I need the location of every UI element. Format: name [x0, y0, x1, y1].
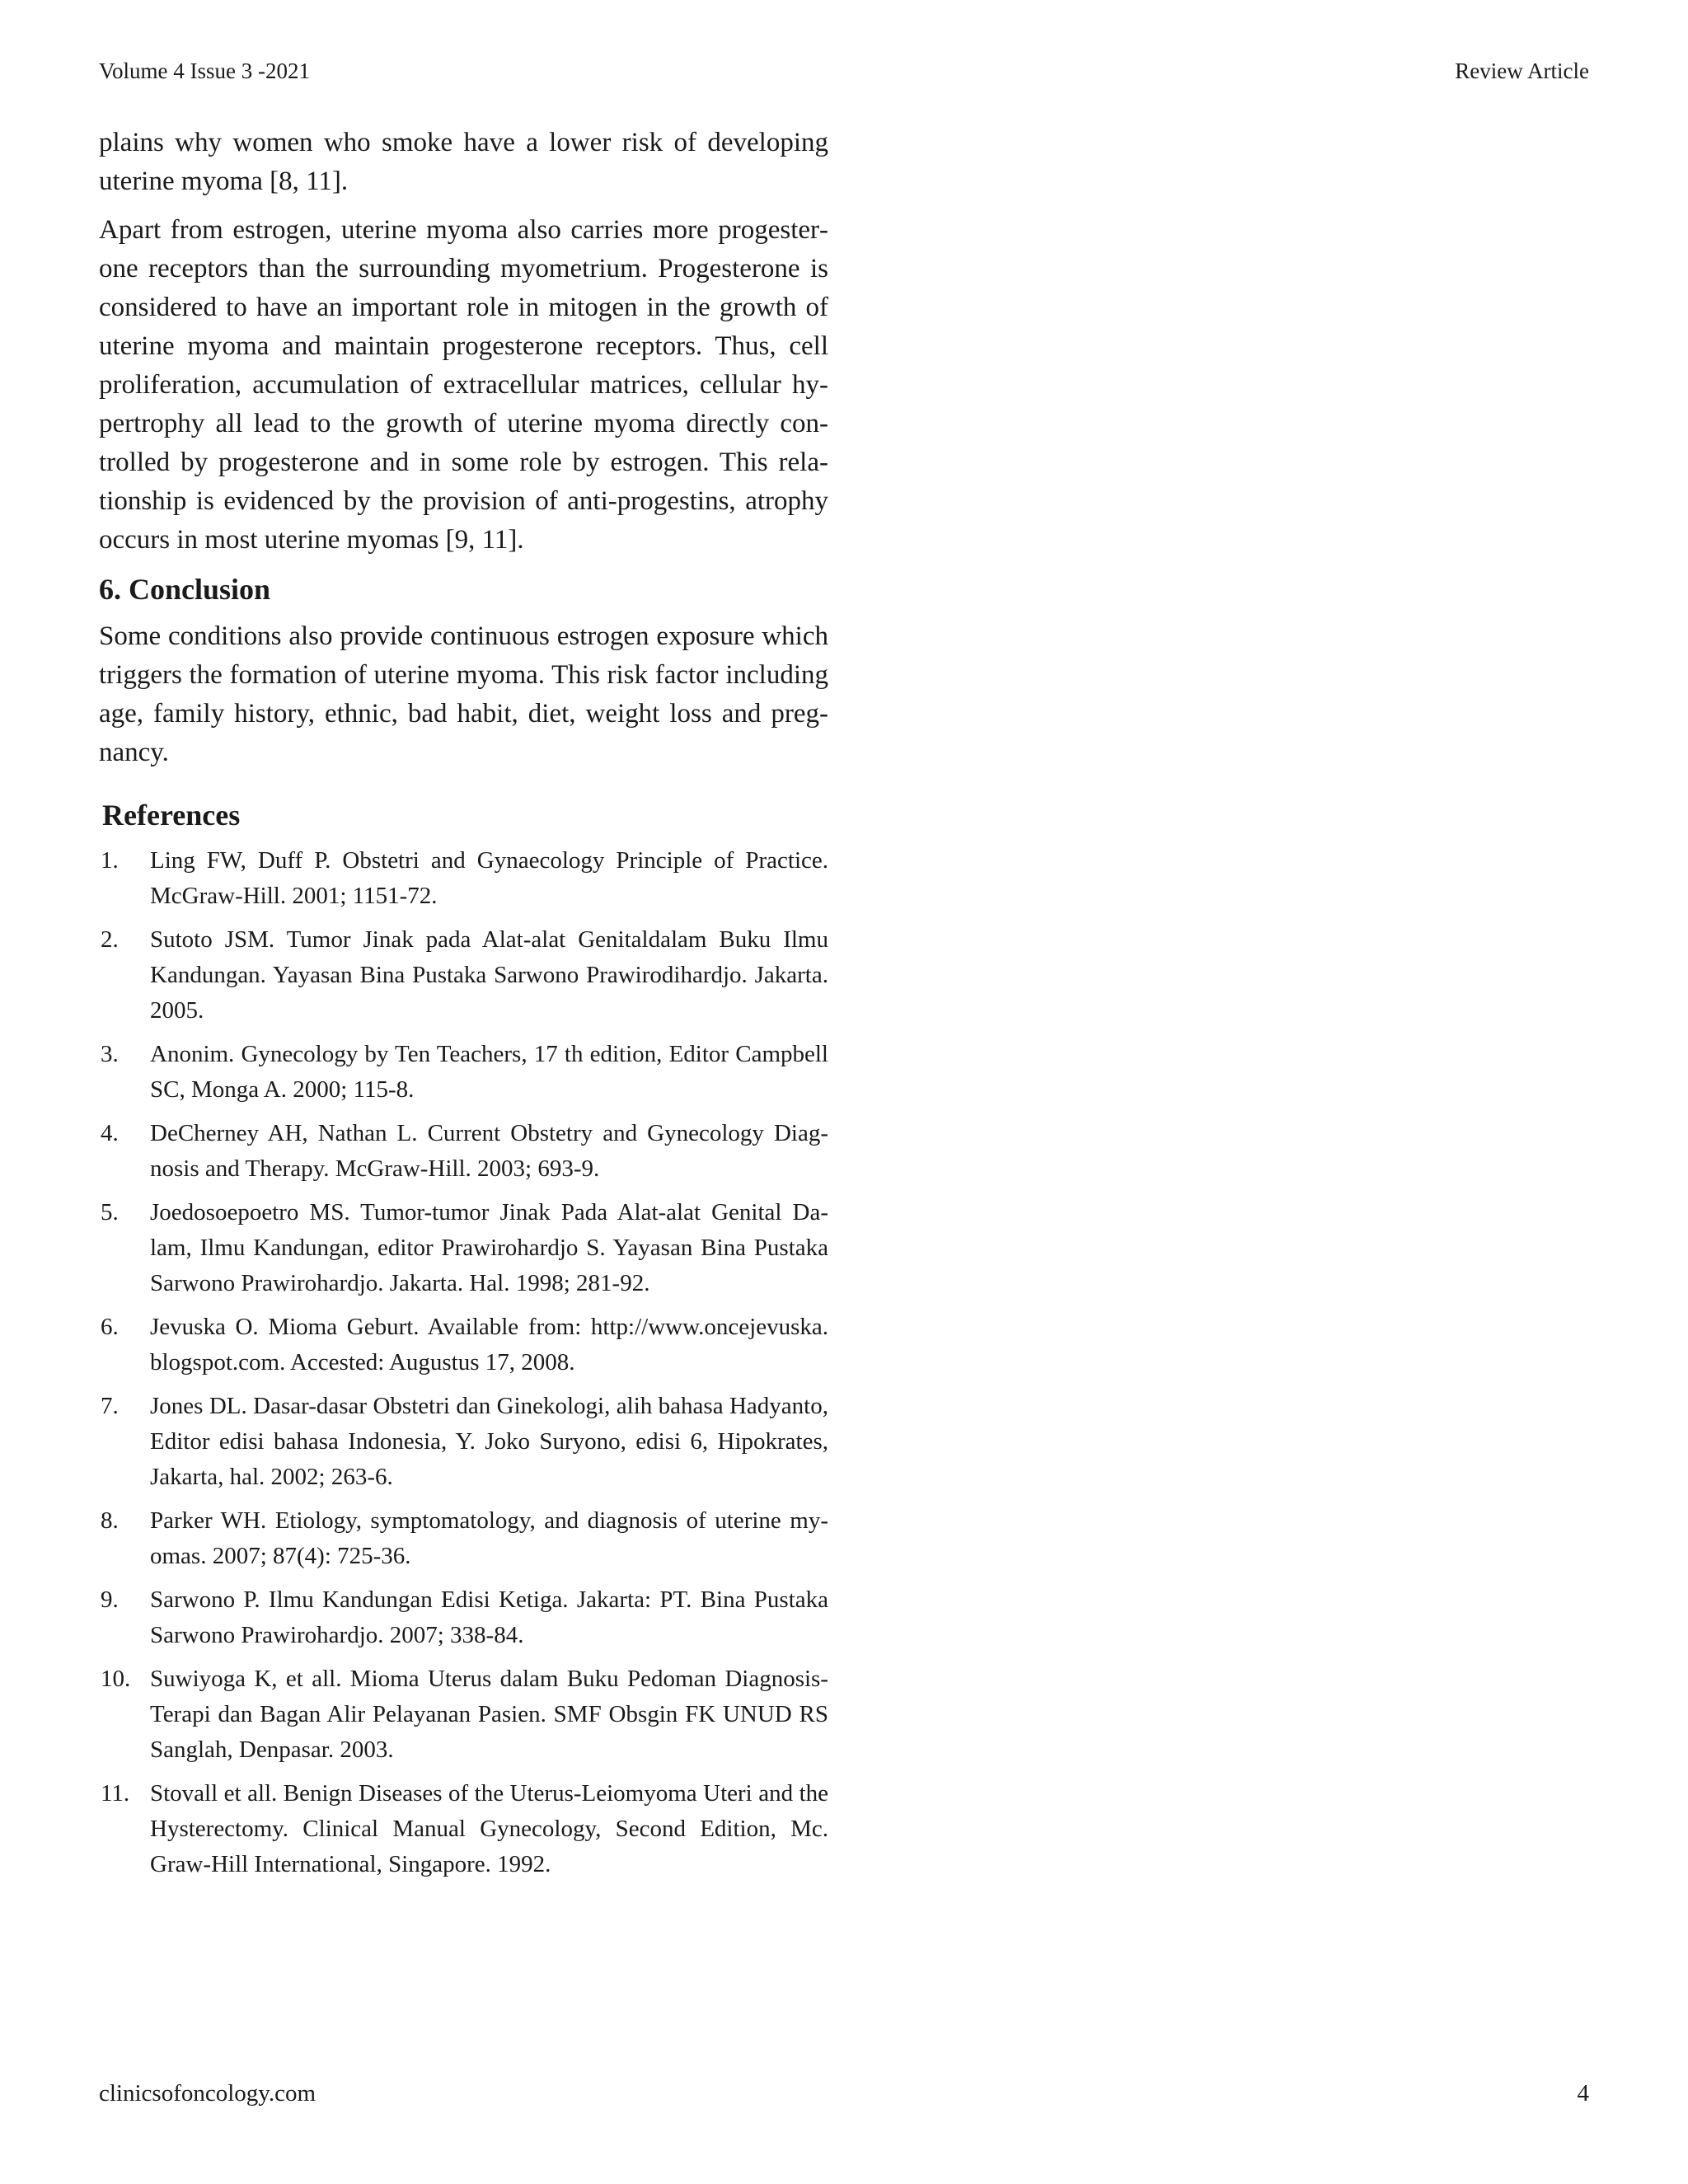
reference-number: 11. — [101, 1780, 130, 1807]
reference-text: Sarwono P. Ilmu Kandungan Edisi Ketiga. Jakarta: PT. Bina Pustaka Sarwono Prawirohardjo. 2007; 338-84. — [150, 1586, 828, 1648]
main-column — [99, 124, 828, 1891]
reference-text: DeCherney AH, Nathan L. Current Obstetry and Gynecology Diagnosis and Therapy. McGraw-Hill. 2003; 693-9. — [150, 1120, 828, 1182]
reference-text: Anonim. Gynecology by Ten Teachers, 17 th edition, Editor Campbell SC, Monga A. 2000; 115-8. — [150, 1041, 828, 1103]
page-footer — [99, 2077, 1589, 2110]
references-heading: References — [102, 799, 241, 832]
reference-item — [99, 1503, 828, 1574]
reference-text: Parker WH. Etiology, symptomatology, and diagnosis of uterine myomas. 2007; 87(4): 725-36. — [150, 1507, 828, 1569]
reference-number: 6. — [101, 1314, 119, 1340]
journal-website: clinicsofoncology.com — [99, 2080, 316, 2107]
reference-item — [99, 922, 828, 1029]
reference-text: Ling FW, Duff P. Obstetri and Gynaecology Principle of Practice. McGraw-Hill. 2001; 1151-72. — [150, 847, 828, 909]
reference-number: 4. — [101, 1120, 119, 1146]
reference-item — [99, 1037, 828, 1108]
reference-number: 1. — [101, 847, 119, 874]
reference-item — [99, 1661, 828, 1768]
reference-number: 8. — [101, 1507, 119, 1534]
reference-text: Sutoto JSM. Tumor Jinak pada Alat-alat Genitaldalam Buku Ilmu Kandungan. Yayasan Bina Pustaka Sarwono Prawirodihardjo. Jakarta. 2005. — [150, 926, 828, 1024]
article-type-label: Review Article — [1455, 59, 1589, 83]
reference-list — [99, 843, 828, 1882]
reference-item — [99, 1310, 828, 1380]
reference-text: Stovall et all. Benign Diseases of the Uterus-Leiomyoma Uteri and the Hysterectomy. Clinical Manual Gynecology, Second Edition, Mc. Graw-Hill International, Singapore. 1992. — [150, 1780, 828, 1877]
reference-text: Joedosoepoetro MS. Tumor-tumor Jinak Pada Alat-alat Genital Dalam, Ilmu Kandungan, editor Prawirohardjo S. Yayasan Bina Pustaka Sarwono Prawirohardjo. Jakarta. Hal. 1998; 281-92. — [150, 1199, 828, 1296]
reference-item — [99, 1776, 828, 1882]
conclusion-paragraph: Some conditions also provide continuous estrogen exposure which triggers the formation of uterine myoma. This risk factor including age, family history, ethnic, bad habit, diet, weight loss and pregnancy. — [99, 621, 828, 767]
reference-number: 3. — [101, 1041, 119, 1067]
body-paragraph-2: Apart from estrogen, uterine myoma also carries more progesterone receptors than the surrounding myometrium. Progesterone is considered to have an important role in mitogen in the growth of uterine myoma and maintain progesterone receptors. Thus, cell proliferation, accumulation of extracellular matrices, cellular hypertrophy all lead to the growth of uterine myoma directly controlled by progesterone and in some role by estrogen. This relationship is evidenced by the provision of anti-progestins, atrophy occurs in most uterine myomas [9, 11]. — [99, 215, 828, 555]
reference-item — [99, 1195, 828, 1301]
reference-text: Jones DL. Dasar-dasar Obstetri dan Ginekologi, alih bahasa Hadyanto, Editor edisi bahasa Indonesia, Y. Joko Suryono, edisi 6, Hipokrates, Jakarta, hal. 2002; 263-6. — [150, 1393, 828, 1490]
reference-number: 5. — [101, 1199, 119, 1226]
journal-volume-issue: Volume 4 Issue 3 -2021 — [99, 59, 310, 83]
reference-number: 9. — [101, 1586, 119, 1613]
reference-number: 7. — [101, 1393, 119, 1419]
page-number: 4 — [1577, 2080, 1589, 2107]
page-header — [99, 54, 1589, 87]
body-paragraph-1: plains why women who smoke have a lower risk of developing uterine myoma [8, 11]. — [99, 128, 828, 196]
reference-text: Suwiyoga K, et all. Mioma Uterus dalam Buku Pedoman Diagnosis-Terapi dan Bagan Alir Pelayanan Pasien. SMF Obsgin FK UNUD RS Sanglah, Denpasar. 2003. — [150, 1666, 828, 1763]
reference-text: Jevuska O. Mioma Geburt. Available from: http://www.oncejevuska.​blogspot.com. Accested: Augustus 17, 2008. — [150, 1314, 828, 1376]
reference-item — [99, 1389, 828, 1495]
reference-item — [99, 843, 828, 914]
reference-item — [99, 1582, 828, 1653]
conclusion-heading: 6. Conclusion — [99, 573, 271, 606]
reference-item — [99, 1116, 828, 1187]
reference-number: 2. — [101, 926, 119, 953]
reference-number: 10. — [101, 1666, 131, 1692]
